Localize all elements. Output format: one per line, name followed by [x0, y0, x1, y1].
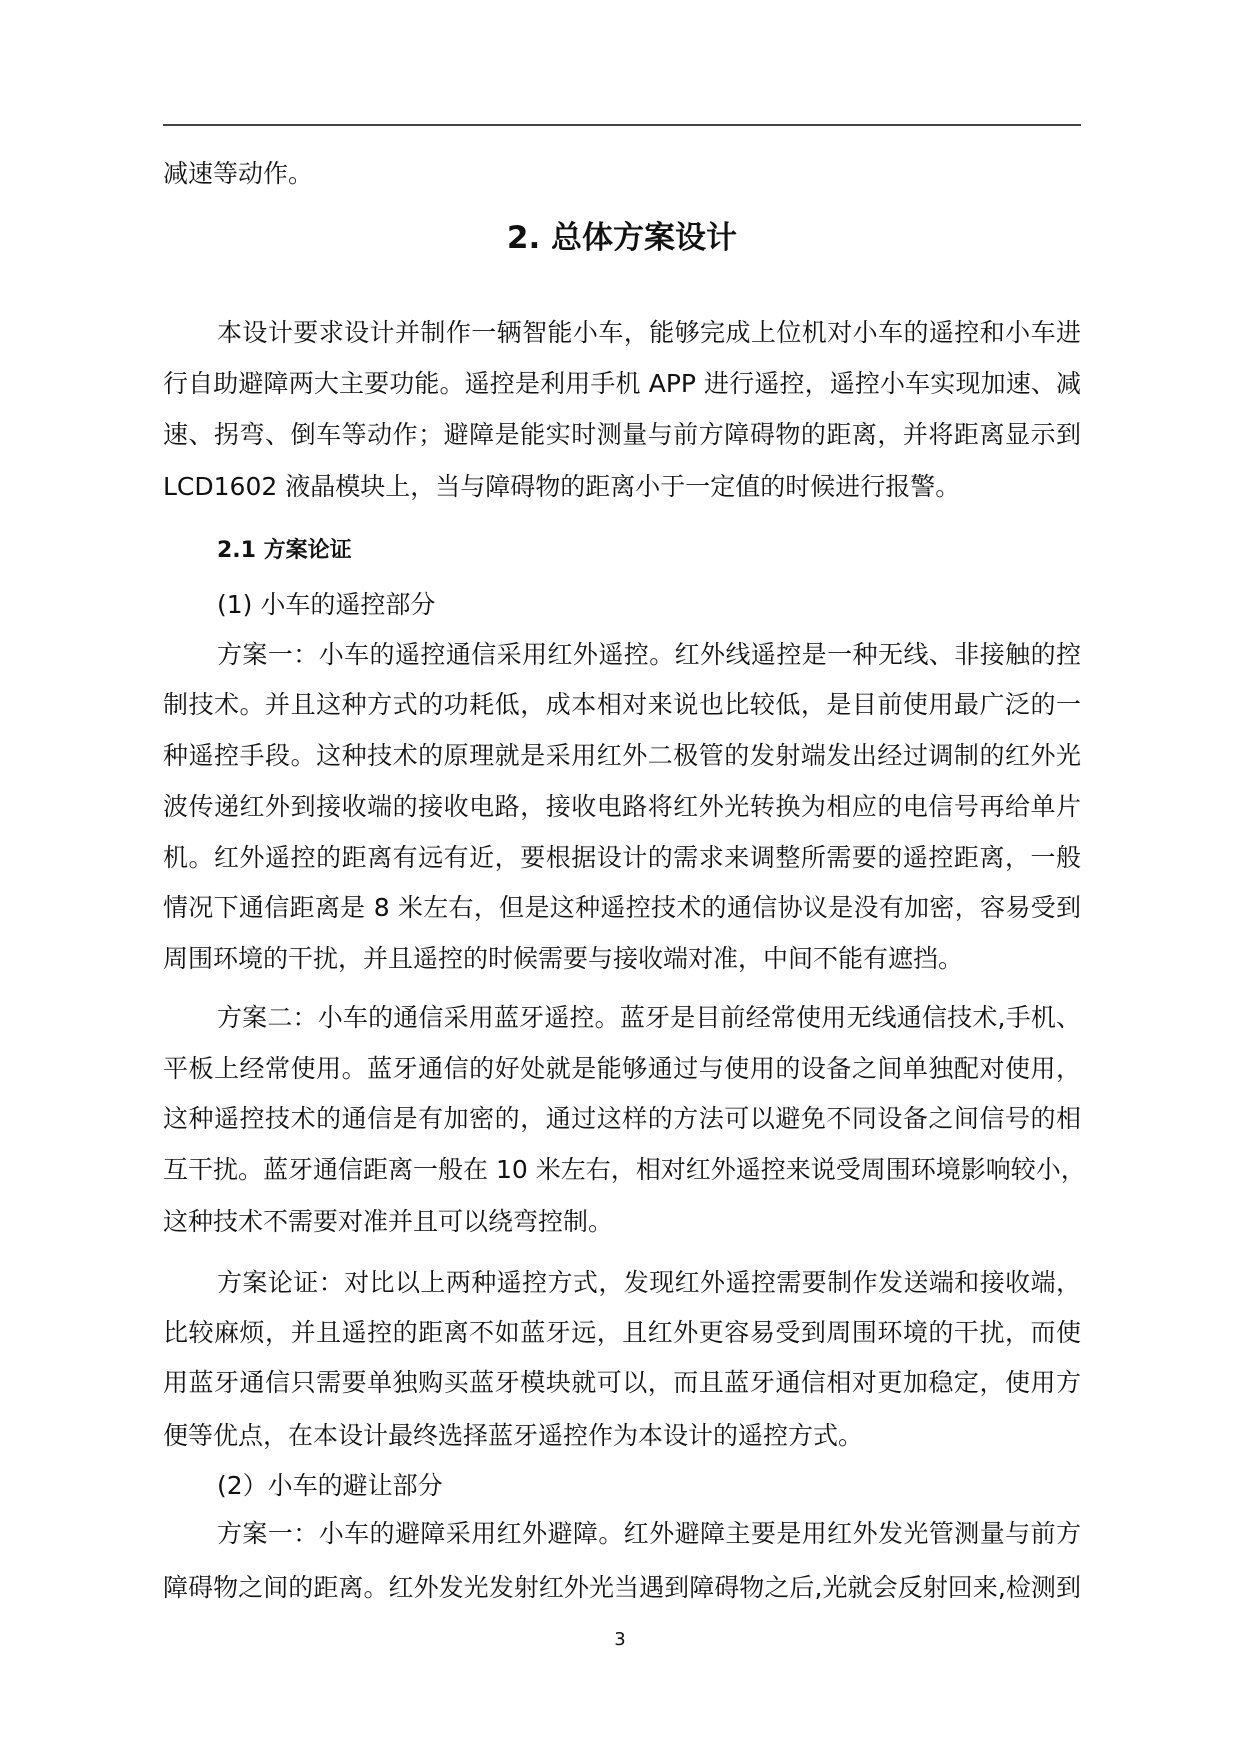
- text-line: 机。红外遥控的距离有远有近，要根据设计的需求来调整所需要的遥控距离，一般: [163, 843, 1081, 872]
- subsection-heading: (2）小车的避让部分: [217, 1471, 443, 1500]
- header-rule: [163, 124, 1081, 126]
- subsection-heading: (1) 小车的遥控部分: [217, 590, 436, 619]
- chapter-heading: 2. 总体方案设计: [506, 220, 738, 256]
- text-line: 方案二：小车的通信采用蓝牙遥控。蓝牙是目前经常使用无线通信技术,手机、: [217, 1003, 1081, 1032]
- text-line: 周围环境的干扰，并且遥控的时候需要与接收端对准，中间不能有遮挡。: [163, 944, 964, 973]
- text-line: 平板上经常使用。蓝牙通信的好处就是能够通过与使用的设备之间单独配对使用，: [163, 1054, 1081, 1083]
- text-line: 比较麻烦，并且遥控的距离不如蓝牙远，且红外更容易受到周围环境的干扰，而使: [163, 1318, 1081, 1347]
- text-line: 制技术。并且这种方式的功耗低，成本相对来说也比较低，是目前使用最广泛的一: [163, 690, 1081, 719]
- page-number: 3: [614, 1629, 626, 1650]
- text-line: 速、拐弯、倒车等动作；避障是能实时测量与前方障碍物的距离，并将距离显示到: [163, 420, 1081, 449]
- text-line: 便等优点，在本设计最终选择蓝牙遥控作为本设计的遥控方式。: [163, 1421, 864, 1450]
- text-line: 方案论证：对比以上两种遥控方式，发现红外遥控需要制作发送端和接收端，: [217, 1268, 1081, 1297]
- text-line: 方案一：小车的避障采用红外避障。红外避障主要是用红外发光管测量与前方: [217, 1519, 1081, 1548]
- text-line: 方案一：小车的遥控通信采用红外遥控。红外线遥控是一种无线、非接触的控: [217, 640, 1081, 669]
- text-line: 情况下通信距离是 8 米左右，但是这种遥控技术的通信协议是没有加密，容易受到: [163, 893, 1081, 922]
- text-line: 互干扰。蓝牙通信距离一般在 10 米左右，相对红外遥控来说受周围环境影响较小，: [163, 1155, 1086, 1184]
- previous-paragraph-tail: 减速等动作。: [163, 159, 314, 188]
- text-line: 行自助避障两大主要功能。遥控是利用手机 APP 进行遥控，遥控小车实现加速、减: [163, 369, 1081, 398]
- text-line: 种遥控手段。这种技术的原理就是采用红外二极管的发射端发出经过调制的红外光: [163, 741, 1081, 770]
- text-line: 用蓝牙通信只需要单独购买蓝牙模块就可以，而且蓝牙通信相对更加稳定，使用方: [163, 1368, 1081, 1397]
- text-line: 波传递红外到接收端的接收电路，接收电路将红外光转换为相应的电信号再给单片: [163, 792, 1081, 821]
- text-line: 障碍物之间的距离。红外发光发射红外光当遇到障碍物之后,光就会反射回来,检测到: [163, 1573, 1081, 1602]
- section-heading: 2.1 方案论证: [217, 538, 352, 563]
- text-line: LCD1602 液晶模块上，当与障碍物的距离小于一定值的时候进行报警。: [163, 472, 961, 501]
- text-line: 这种技术不需要对准并且可以绕弯控制。: [163, 1207, 614, 1236]
- text-line: 这种遥控技术的通信是有加密的，通过这样的方法可以避免不同设备之间信号的相: [163, 1104, 1081, 1133]
- text-line: 本设计要求设计并制作一辆智能小车，能够完成上位机对小车的遥控和小车进: [217, 318, 1081, 347]
